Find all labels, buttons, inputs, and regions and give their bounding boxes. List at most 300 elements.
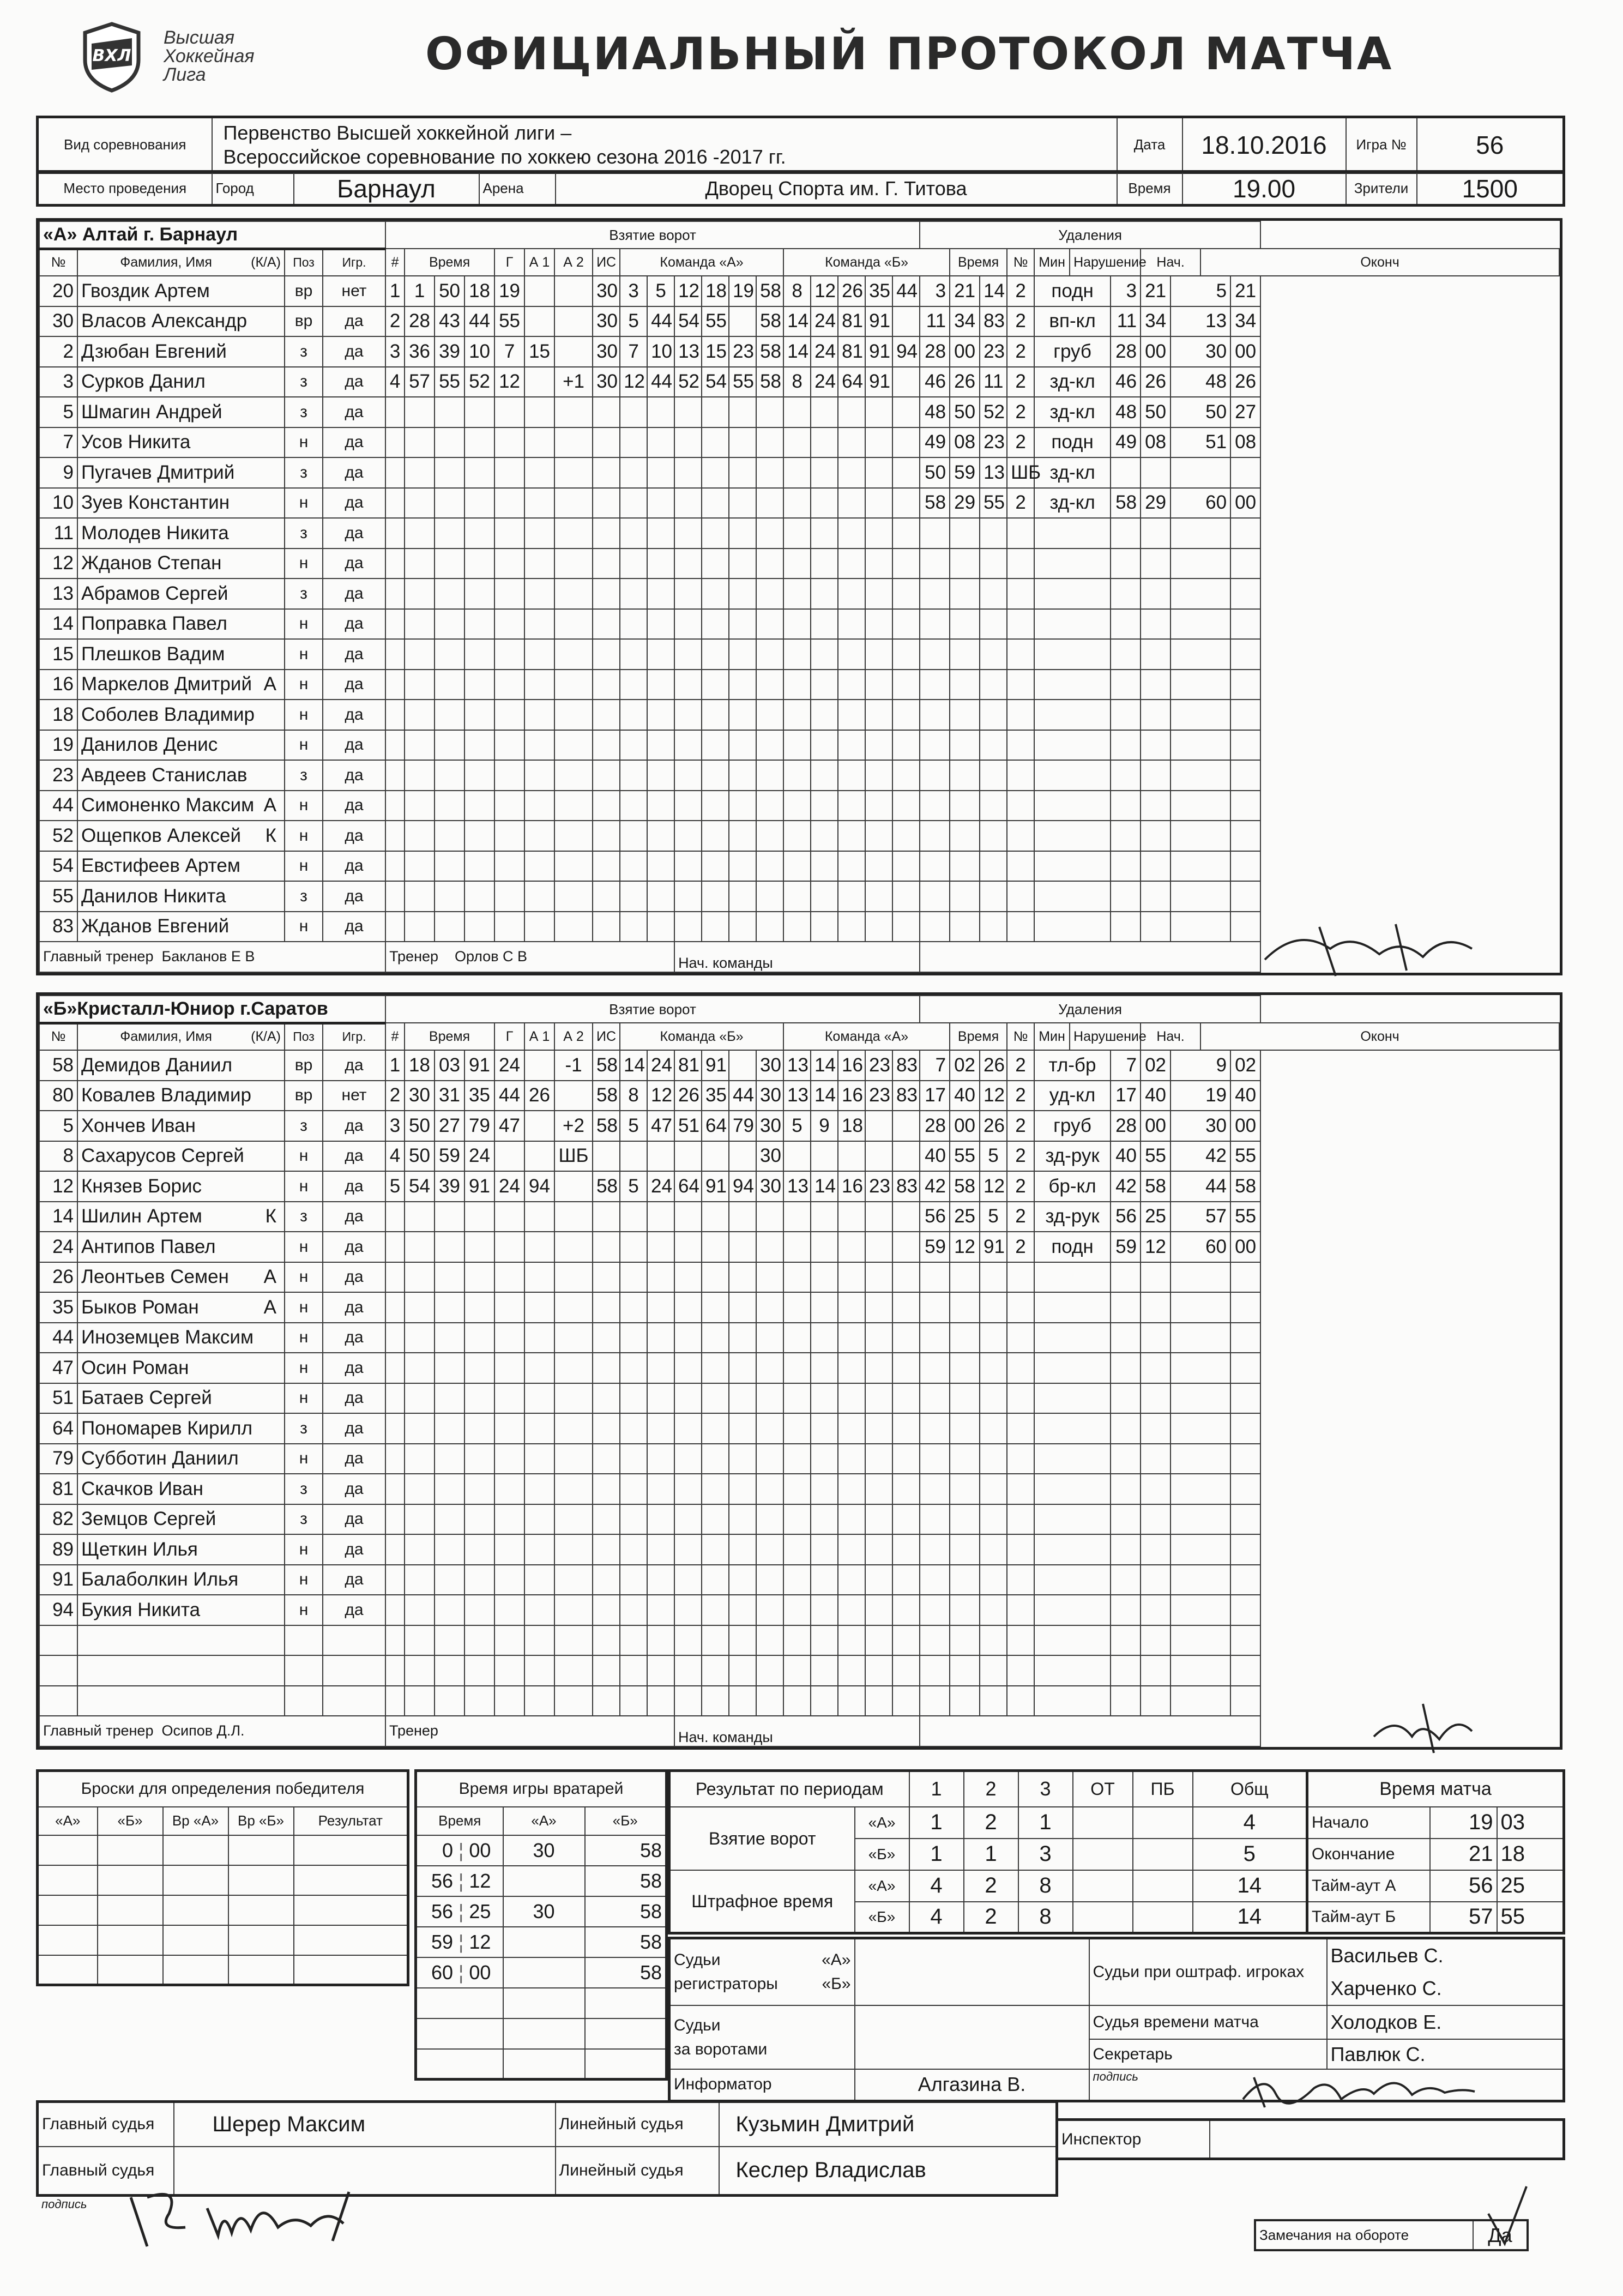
col-own-lineup: Команда «Б»: [620, 1023, 783, 1050]
on-ice-player: [865, 488, 892, 519]
on-ice-player: 7: [620, 336, 647, 367]
penalty-minutes: 2: [1007, 1171, 1034, 1202]
penalty-start-sec: [1141, 457, 1171, 488]
player-name: Хончев Иван: [77, 1111, 285, 1141]
on-ice-player: [838, 1353, 865, 1383]
penalty-infraction: [1034, 912, 1111, 942]
remarks-label: Замечания на обороте: [1255, 2220, 1473, 2250]
player-position: н: [285, 1353, 323, 1383]
goal-second: 39: [435, 336, 464, 367]
goal-number: [385, 1353, 405, 1383]
on-ice-player: 44: [647, 367, 674, 397]
penalty-end-min: [1171, 1534, 1230, 1565]
on-ice-player: [593, 1565, 620, 1595]
penalty-end-min: [1171, 791, 1230, 821]
penalty-minute: 56: [920, 1202, 950, 1232]
on-ice-player: [865, 549, 892, 579]
penalty-player: 52: [980, 397, 1007, 427]
player-name: Букия Никита: [77, 1595, 285, 1625]
goal-situation: [554, 457, 593, 488]
on-ice-player: [783, 730, 811, 761]
player-row: [39, 791, 1559, 821]
secretary-signature-label: подпись: [1089, 2069, 1564, 2101]
player-played: да: [323, 700, 385, 730]
on-ice-player: [838, 1686, 865, 1716]
on-ice-player: [756, 1353, 783, 1383]
penalty-player: [980, 1413, 1007, 1444]
penalty-minute: [920, 1413, 950, 1444]
informer-value: Алгазина В.: [855, 2069, 1089, 2101]
penalty-minutes: 2: [1007, 336, 1034, 367]
goal-second: [435, 1655, 464, 1686]
goal-number: [385, 1474, 405, 1504]
on-ice-player: [838, 1474, 865, 1504]
on-ice-player: [838, 670, 865, 700]
penalty-start-sec: [1141, 1413, 1171, 1444]
goal-situation: [554, 609, 593, 640]
on-ice-player: [892, 639, 920, 670]
goal-assist-1: [494, 912, 524, 942]
goal-assist-1: [494, 700, 524, 730]
on-ice-player: 81: [838, 306, 865, 337]
on-ice-player: [865, 881, 892, 912]
timekeeper-value: Холодков Е.: [1327, 2005, 1564, 2039]
penalty-infraction: [1034, 791, 1111, 821]
on-ice-player: [729, 1232, 756, 1262]
on-ice-player: [620, 1383, 647, 1414]
player-number: 16: [39, 670, 77, 700]
goal-assist-1: [494, 427, 524, 458]
on-ice-player: [674, 1595, 702, 1625]
spectators-value: 1500: [1417, 172, 1564, 206]
penalty-start-min: 7: [1111, 1050, 1141, 1081]
penalty-infraction: [1034, 1625, 1111, 1656]
penalty-end-min: [1171, 670, 1230, 700]
on-ice-player: [811, 549, 838, 579]
player-played: да: [323, 639, 385, 670]
player-played: да: [323, 1323, 385, 1353]
on-ice-player: [811, 881, 838, 912]
penalty-end-sec: [1230, 1383, 1260, 1414]
on-ice-player: [783, 1383, 811, 1414]
goal-scorer: 44: [464, 306, 494, 337]
player-row: [39, 1081, 1559, 1111]
goal-number: [385, 730, 405, 761]
col-assist-2: А 2: [554, 1023, 593, 1050]
penalty-end-sec: [1230, 1292, 1260, 1323]
match-time-sec: 25: [1497, 1870, 1564, 1902]
khl-logo: [82, 22, 322, 93]
player-number: 64: [39, 1413, 77, 1444]
on-ice-player: [892, 791, 920, 821]
penalty-infraction: [1034, 1383, 1111, 1414]
player-name: Леонтьев Семен А: [77, 1262, 285, 1293]
on-ice-player: [756, 670, 783, 700]
on-ice-player: [593, 1474, 620, 1504]
on-ice-player: [811, 1292, 838, 1323]
goal-minute: 30: [405, 1081, 435, 1111]
goal-assist-1: [494, 791, 524, 821]
penalty-start-min: [1111, 1655, 1141, 1686]
penalty-start-min: [1111, 700, 1141, 730]
goal-number: [385, 397, 405, 427]
on-ice-player: [674, 1323, 702, 1353]
penalty-minutes: 2: [1007, 1141, 1034, 1172]
penalty-end-min: [1171, 518, 1230, 549]
goal-judges-label: Судьи за воротами: [669, 2005, 855, 2069]
penalty-end-min: 9: [1171, 1050, 1230, 1081]
player-number: 89: [39, 1534, 77, 1565]
penalty-player: 26: [980, 1050, 1007, 1081]
on-ice-player: [729, 609, 756, 640]
penalty-end-min: 60: [1171, 488, 1230, 519]
on-ice-player: [865, 1474, 892, 1504]
penalty-start-sec: [1141, 1383, 1171, 1414]
penalty-minute: [920, 1595, 950, 1625]
penalty-start-sec: [1141, 518, 1171, 549]
on-ice-player: [865, 1625, 892, 1656]
player-row: [39, 1444, 1559, 1474]
on-ice-player: [756, 851, 783, 882]
on-ice-player: [892, 609, 920, 640]
on-ice-player: [620, 457, 647, 488]
goal-scorer: [464, 760, 494, 791]
player-played: да: [323, 1565, 385, 1595]
goal-minute: [405, 427, 435, 458]
penalty-start-min: [1111, 791, 1141, 821]
on-ice-player: [729, 1292, 756, 1323]
goal-number: [385, 1534, 405, 1565]
player-name: Данилов Никита: [77, 881, 285, 912]
on-ice-player: [620, 427, 647, 458]
penalty-start-min: 17: [1111, 1081, 1141, 1111]
on-ice-player: [783, 670, 811, 700]
goal-minute: [405, 488, 435, 519]
col-pen-infraction: Нарушение: [1070, 1023, 1141, 1050]
goal-second: [435, 549, 464, 579]
on-ice-player: [593, 1534, 620, 1565]
on-ice-player: [838, 821, 865, 851]
on-ice-player: [811, 1686, 838, 1716]
goal-situation: [554, 1625, 593, 1656]
on-ice-player: 5: [620, 306, 647, 337]
player-played: да: [323, 881, 385, 912]
goal-assist-2: [524, 1111, 554, 1141]
goal-assist-2: [524, 1595, 554, 1625]
on-ice-player: [674, 457, 702, 488]
goal-scorer: [464, 1262, 494, 1293]
penalty-infraction: [1034, 518, 1111, 549]
goal-minute: [405, 730, 435, 761]
penalty-start-sec: 29: [1141, 488, 1171, 519]
goal-number: [385, 1504, 405, 1535]
penalty-second: 34: [950, 306, 980, 337]
player-number: [39, 1625, 77, 1656]
on-ice-player: [729, 700, 756, 730]
penalty-player: [980, 1292, 1007, 1323]
secretary-label: Секретарь: [1089, 2039, 1327, 2069]
on-ice-player: [702, 851, 729, 882]
player-name: Щеткин Илья: [77, 1534, 285, 1565]
goal-assist-1: [494, 518, 524, 549]
penalty-minutes: [1007, 639, 1034, 670]
on-ice-player: [783, 1534, 811, 1565]
player-name: Ощепков Алексей К: [77, 821, 285, 851]
player-position: з: [285, 578, 323, 609]
player-played: [323, 1625, 385, 1656]
player-played: да: [323, 912, 385, 942]
on-ice-player: [702, 670, 729, 700]
goal-assist-1: [494, 1565, 524, 1595]
penalty-end-sec: 34: [1230, 306, 1260, 337]
period-value: 2: [964, 1807, 1018, 1839]
penalty-player: [980, 1474, 1007, 1504]
on-ice-player: [756, 1504, 783, 1535]
player-row: [39, 1171, 1559, 1202]
player-played: да: [323, 760, 385, 791]
penalty-minute: [920, 1292, 950, 1323]
player-name: [77, 1686, 285, 1716]
goal-scorer: [464, 549, 494, 579]
on-ice-player: 24: [647, 1171, 674, 1202]
goal-situation: [554, 1686, 593, 1716]
on-ice-player: [647, 457, 674, 488]
on-ice-player: [702, 549, 729, 579]
goal-assist-2: [524, 488, 554, 519]
penalty-infraction: груб: [1034, 1111, 1111, 1141]
on-ice-player: [865, 1262, 892, 1293]
penalty-minutes: [1007, 578, 1034, 609]
penalty-minutes: [1007, 1353, 1034, 1383]
goal-second: [435, 1353, 464, 1383]
on-ice-player: [620, 518, 647, 549]
player-position: з: [285, 1504, 323, 1535]
penalty-second: [950, 730, 980, 761]
on-ice-player: [702, 791, 729, 821]
penalty-minutes: ШБ: [1007, 457, 1034, 488]
goal-number: [385, 1565, 405, 1595]
penalty-infraction: [1034, 1474, 1111, 1504]
goal-assist-2: [524, 760, 554, 791]
on-ice-player: 30: [593, 276, 620, 306]
penalty-start-min: [1111, 912, 1141, 942]
player-position: н: [285, 639, 323, 670]
goal-assist-2: [524, 639, 554, 670]
goal-number: 3: [385, 1111, 405, 1141]
player-position: н: [285, 1141, 323, 1172]
on-ice-player: 10: [647, 336, 674, 367]
penalty-minutes: [1007, 912, 1034, 942]
on-ice-player: [811, 1595, 838, 1625]
match-time-label: Тайм-аут А: [1307, 1870, 1430, 1902]
penalty-minutes: 2: [1007, 427, 1034, 458]
penalty-minutes: [1007, 1534, 1034, 1565]
on-ice-player: [674, 518, 702, 549]
penalty-second: [950, 639, 980, 670]
linesman-2: Кеслер Владислав: [719, 2147, 1057, 2196]
on-ice-player: [702, 1141, 729, 1172]
on-ice-player: [892, 367, 920, 397]
on-ice-player: [620, 1595, 647, 1625]
penalty-minute: [920, 518, 950, 549]
player-number: 26: [39, 1262, 77, 1293]
on-ice-player: 8: [783, 367, 811, 397]
penalty-minutes: [1007, 670, 1034, 700]
penalty-end-sec: [1230, 821, 1260, 851]
goal-situation: [554, 821, 593, 851]
on-ice-player: [593, 1413, 620, 1444]
penalty-minute: 17: [920, 1081, 950, 1111]
player-number: 44: [39, 1323, 77, 1353]
goal-second: 43: [435, 306, 464, 337]
on-ice-player: 14: [811, 1171, 838, 1202]
on-ice-player: 55: [702, 306, 729, 337]
on-ice-player: [783, 549, 811, 579]
goal-situation: [554, 1232, 593, 1262]
player-position: н: [285, 700, 323, 730]
penalty-start-min: [1111, 549, 1141, 579]
team_a-title: «А» Алтай г. Барнаул: [39, 221, 385, 249]
penalty-end-min: [1171, 1474, 1230, 1504]
on-ice-player: [811, 1353, 838, 1383]
remarks-value: Да: [1473, 2220, 1528, 2250]
col-pen-time: Время: [950, 1023, 1007, 1050]
penalty-infraction: уд-кл: [1034, 1081, 1111, 1111]
on-ice-player: [702, 1655, 729, 1686]
player-name: Пугачев Дмитрий: [77, 457, 285, 488]
on-ice-player: [865, 1504, 892, 1535]
penalty-end-sec: [1230, 518, 1260, 549]
penalty-start-min: [1111, 1413, 1141, 1444]
goal-assist-1: [494, 1534, 524, 1565]
player-position: н: [285, 1383, 323, 1414]
penalty-start-sec: 12: [1141, 1232, 1171, 1262]
penalty-infraction: [1034, 821, 1111, 851]
penalty-judges-label: Судьи при оштраф. игроках: [1089, 1938, 1327, 2006]
goal-number: [385, 1383, 405, 1414]
period-label: Штрафное время: [669, 1870, 855, 1933]
on-ice-player: [865, 518, 892, 549]
goal-assist-2: [524, 1686, 554, 1716]
on-ice-player: [811, 1141, 838, 1172]
goal-scorer: [464, 1232, 494, 1262]
penalty-end-min: [1171, 760, 1230, 791]
on-ice-player: [783, 457, 811, 488]
penalty-start-min: [1111, 518, 1141, 549]
secretary-signature: [1232, 2061, 1483, 2116]
on-ice-player: [647, 700, 674, 730]
on-ice-player: 91: [702, 1050, 729, 1081]
goalie-col-b: «Б»: [585, 1807, 667, 1835]
team_b-penalties-title: Удаления: [920, 996, 1260, 1023]
penalty-start-sec: [1141, 1292, 1171, 1323]
on-ice-player: 23: [865, 1171, 892, 1202]
player-position: н: [285, 912, 323, 942]
penalty-player: [980, 851, 1007, 882]
on-ice-player: [674, 1292, 702, 1323]
player-played: да: [323, 821, 385, 851]
goalie-b: 58: [585, 1927, 667, 1957]
player-position: з: [285, 457, 323, 488]
on-ice-player: [838, 518, 865, 549]
penalty-minute: 28: [920, 1111, 950, 1141]
penalty-infraction: бр-кл: [1034, 1171, 1111, 1202]
on-ice-player: 14: [783, 336, 811, 367]
shootout-title: Броски для определения победителя: [38, 1771, 408, 1807]
player-name: Евстифеев Артем: [77, 851, 285, 882]
on-ice-player: [620, 1323, 647, 1353]
goalie-time: 60 ¦ 00: [416, 1957, 503, 1988]
goal-assist-2: 26: [524, 1081, 554, 1111]
on-ice-player: [702, 1686, 729, 1716]
on-ice-player: [865, 1111, 892, 1141]
player-row: [39, 336, 1559, 367]
penalty-end-min: 5: [1171, 276, 1230, 306]
goalie-a: [503, 1927, 585, 1957]
penalty-minutes: 2: [1007, 367, 1034, 397]
penalty-second: 40: [950, 1081, 980, 1111]
penalty-player: [980, 881, 1007, 912]
penalty-infraction: [1034, 1565, 1111, 1595]
player-number: 3: [39, 367, 77, 397]
on-ice-player: [865, 1202, 892, 1232]
goal-number: [385, 851, 405, 882]
goal-minute: [405, 457, 435, 488]
goalie-row: [416, 1927, 667, 1957]
on-ice-player: [729, 1202, 756, 1232]
on-ice-player: [647, 1504, 674, 1535]
goal-situation: [554, 1323, 593, 1353]
goal-assist-2: [524, 1383, 554, 1414]
on-ice-player: [783, 518, 811, 549]
on-ice-player: 5: [647, 276, 674, 306]
player-name: Шмагин Андрей: [77, 397, 285, 427]
player-row: [39, 881, 1559, 912]
penalty-minute: 50: [920, 457, 950, 488]
on-ice-player: [620, 1655, 647, 1686]
penalty-minute: 7: [920, 1050, 950, 1081]
player-row: [39, 427, 1559, 458]
on-ice-player: 44: [647, 306, 674, 337]
goal-situation: [554, 760, 593, 791]
goalie-time-table: [414, 1769, 668, 2081]
on-ice-player: [838, 1141, 865, 1172]
goalie-time-title: Время игры вратарей: [416, 1771, 667, 1807]
on-ice-player: [674, 609, 702, 640]
on-ice-player: 18: [838, 1111, 865, 1141]
goal-number: [385, 881, 405, 912]
goal-assist-2: [524, 549, 554, 579]
linesman-label-2: Линейный судья: [556, 2147, 719, 2196]
on-ice-player: [892, 488, 920, 519]
on-ice-player: 14: [620, 1050, 647, 1081]
player-name: Сахарусов Сергей: [77, 1141, 285, 1172]
player-name: Плешков Вадим: [77, 639, 285, 670]
competition-label: Вид соревнования: [38, 117, 212, 173]
on-ice-player: [756, 427, 783, 458]
on-ice-player: [674, 730, 702, 761]
goal-scorer: [464, 700, 494, 730]
goal-scorer: 24: [464, 1141, 494, 1172]
on-ice-player: [702, 1383, 729, 1414]
goal-scorer: [464, 1444, 494, 1474]
goal-number: [385, 912, 405, 942]
goal-assist-1: 55: [494, 306, 524, 337]
goal-assist-1: [494, 1686, 524, 1716]
goal-situation: [554, 518, 593, 549]
penalty-minutes: 2: [1007, 1111, 1034, 1141]
goal-situation: ШБ: [554, 1141, 593, 1172]
